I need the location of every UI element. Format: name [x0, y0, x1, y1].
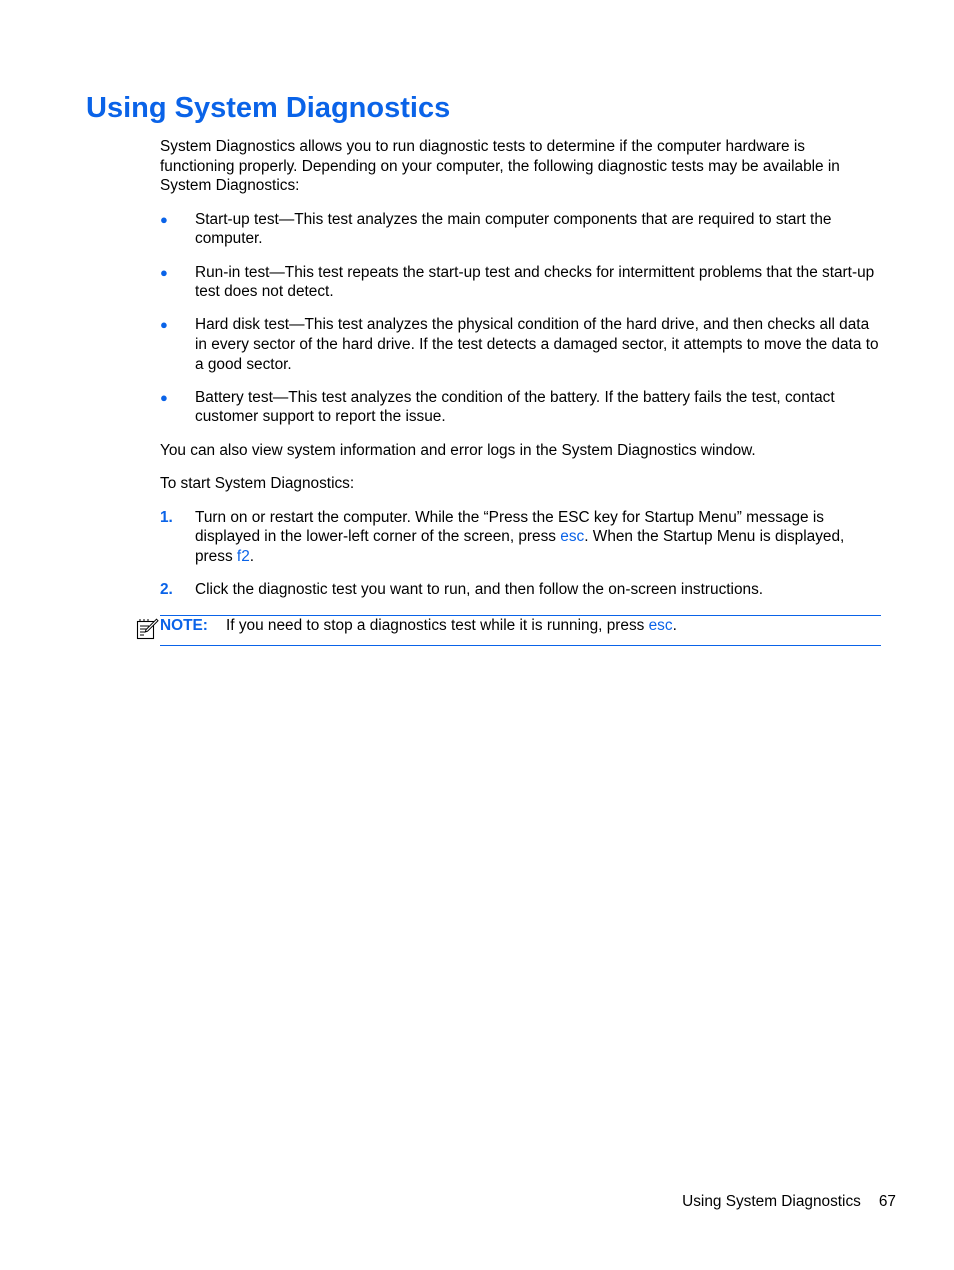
bullet-icon: ●: [160, 264, 168, 280]
note-label: NOTE:: [160, 617, 208, 634]
step-text: Turn on or restart the computer. While the “Press the ESC key for Startup Menu” message is displayed in the lower-left corner of the screen, press: [195, 508, 824, 546]
step-item: [160, 508, 882, 567]
step-text: .: [249, 547, 255, 565]
key-esc: esc: [560, 528, 585, 546]
start-paragraph: To start System Diagnostics:: [160, 475, 355, 493]
steps-list: [160, 508, 882, 600]
step-text: . When the Startup Menu is displayed, press: [195, 528, 845, 565]
main-content: [160, 137, 882, 613]
bullet-icon: ●: [160, 317, 168, 333]
list-item-text: Start-up test—This test analyzes the main computer components that are required to start the computer.: [195, 210, 832, 248]
step-item: [160, 580, 882, 600]
intro-paragraph: System Diagnostics allows you to run diagnostic tests to determine if the computer hardware is functioning properly. Depending on your computer, the following diagnostic tests may be available in System Diagnostics:: [160, 138, 840, 195]
list-item: [160, 263, 882, 302]
page-title: Using System Diagnostics: [86, 92, 451, 124]
page-footer: [682, 1192, 896, 1212]
list-item-text: Battery test—This test analyzes the condition of the battery. If the battery fails the test, contact customer support to report the issue.: [195, 388, 835, 426]
note-box: [160, 615, 881, 646]
note-body: If you need to stop a diagnostics test while it is running, press: [226, 617, 649, 634]
list-item-text: Run-in test—This test repeats the start-up test and checks for intermittent problems that the start-up test does not detect.: [195, 263, 875, 301]
page-number: 67: [878, 1193, 896, 1210]
step-number: 1.: [160, 508, 173, 526]
key-f2: f2: [236, 547, 250, 565]
bullet-icon: ●: [160, 389, 168, 405]
step-text: Click the diagnostic test you want to run, and then follow the on-screen instructions.: [195, 581, 764, 599]
note-pencil-icon: [135, 617, 159, 641]
logs-paragraph: You can also view system information and error logs in the System Diagnostics window.: [160, 441, 756, 459]
footer-section-title: Using System Diagnostics: [682, 1193, 861, 1210]
bullet-icon: ●: [160, 211, 168, 227]
diagnostic-tests-list: [160, 210, 882, 427]
list-item: [160, 315, 882, 374]
list-item: [160, 210, 882, 249]
list-item-text: Hard disk test—This test analyzes the physical condition of the hard drive, and then checks all data in every sector of the hard drive. If the test detects a damaged sector, it attempts to move the data to a good sector.: [195, 316, 879, 373]
note-text: [226, 616, 677, 636]
key-esc: esc: [648, 617, 673, 634]
note-end: .: [672, 617, 677, 634]
list-item: [160, 388, 882, 427]
step-number: 2.: [160, 581, 173, 599]
